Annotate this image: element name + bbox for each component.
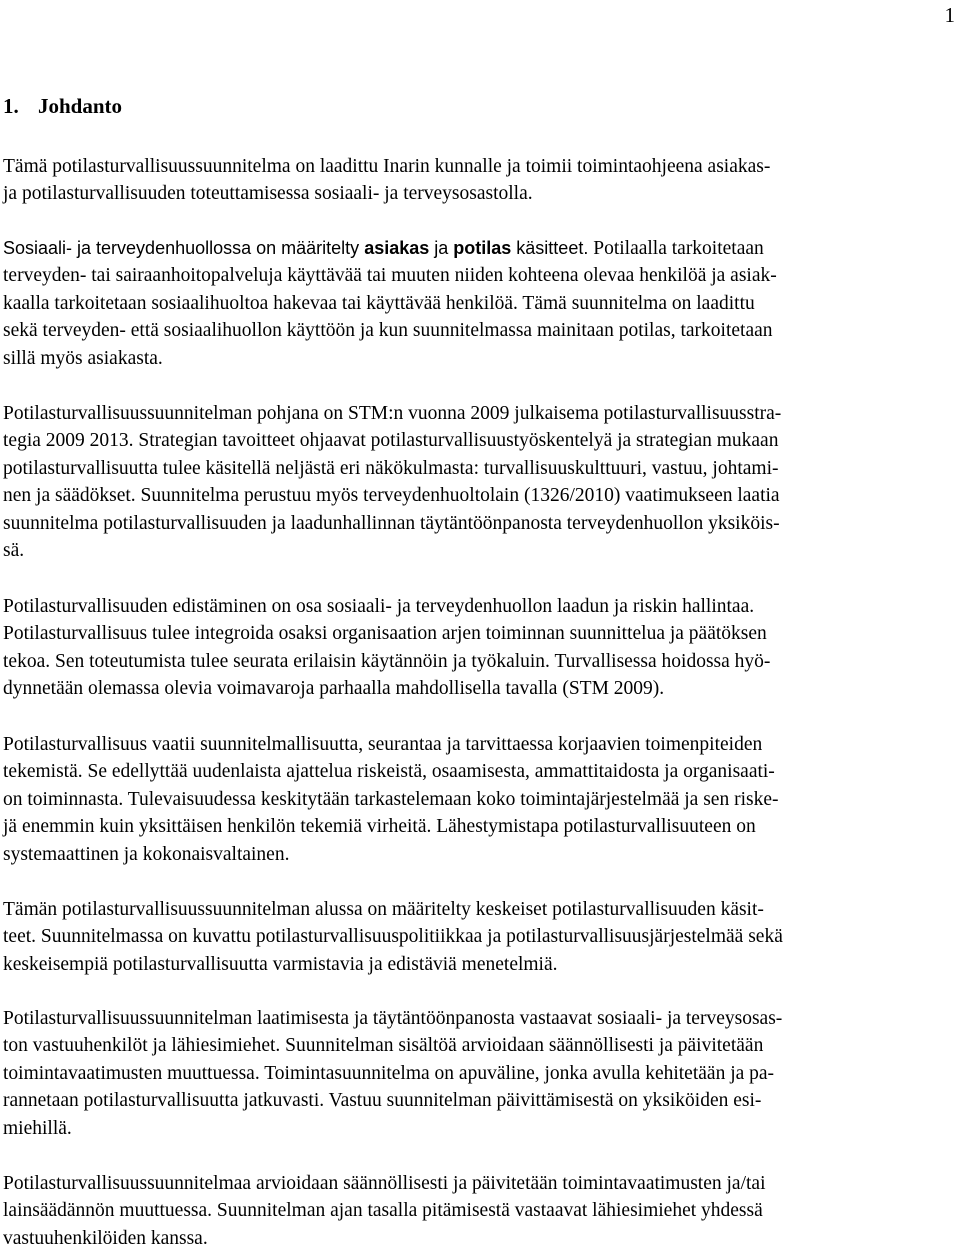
text-line: Potilasturvallisuuden edistäminen on osa sosiaali- ja terveydenhuollon laadun ja riskin hallintaa. xyxy=(3,596,755,617)
text-line: tekoa. Sen toteutumista tulee seurata erilaisin käytännöin ja työkaluin. Turvallisessa hoidossa hyö- xyxy=(3,650,771,672)
section-heading xyxy=(3,91,122,121)
paragraph-evaluation xyxy=(3,1170,957,1252)
text-segment: ja xyxy=(429,238,454,258)
text-line: Potilasturvallisuussuunnitelmaa arvioidaan säännöllisesti ja päivitetään toimintavaatimusten ja/tai xyxy=(3,1173,766,1194)
page-number: 1 xyxy=(944,3,955,27)
text-line: ja potilasturvallisuuden toteuttamisessa sosiaali- ja terveysosastolla. xyxy=(3,183,533,205)
term-potilas: potilas xyxy=(453,238,512,258)
text-line: kaalla tarkoitetaan sosiaalihuoltoa hakevaa tai käyttävää henkilöä. Tämä suunnitelma on laadittu xyxy=(3,292,755,314)
text-line: sillä myös asiakasta. xyxy=(3,347,163,369)
text-line: Potilasturvallisuussuunnitelman laatimisesta ja täytäntöönpanosta vastaavat sosiaali- ja terveysosas- xyxy=(3,1008,783,1029)
text-segment: Sosiaali- ja terveydenhuollossa on määritelty xyxy=(3,238,365,258)
text-line: Tämän potilasturvallisuussuunnitelman alussa on määritelty keskeiset potilasturvallisuuden käsit- xyxy=(3,899,764,920)
text-line: Potilasturvallisuus vaatii suunnitelmallisuutta, seurantaa ja tarvittaessa korjaavien toimenpiteiden xyxy=(3,734,763,755)
text-line: rannetaan potilasturvallisuutta jatkuvasti. Vastuu suunnitelman päivittämisestä on yksiköiden esi- xyxy=(3,1090,762,1112)
text-segment: Potilaalla tarkoitetaan xyxy=(588,238,764,259)
text-line: dynnetään olemassa olevia voimavaroja parhaalla mahdollisella tavalla (STM 2009). xyxy=(3,678,665,700)
text-line: systemaattinen ja kokonaisvaltainen. xyxy=(3,843,290,865)
text-segment: käsitteet. xyxy=(511,238,589,258)
section-title: Johdanto xyxy=(38,94,123,118)
paragraph-quality xyxy=(3,593,957,703)
paragraph-responsibility xyxy=(3,1005,957,1142)
text-line: Tämä potilasturvallisuussuunnitelma on laadittu Inarin kunnalle ja toimii toimintaohjeena asiakas- xyxy=(3,156,771,177)
text-line: ton vastuuhenkilöt ja lähiesimiehet. Suunnitelman sisältöä arvioidaan säännöllisesti ja päivitetään xyxy=(3,1035,764,1057)
text-line: potilasturvallisuutta tulee käsitellä neljästä eri näkökulmasta: turvallisuuskulttuuri, vastuu, johtami- xyxy=(3,457,779,479)
text-line: suunnitelma potilasturvallisuuden ja laadunhallinnan täytäntöönpanosta terveydenhuollon yksiköis- xyxy=(3,512,780,534)
text-line: jä enemmin kuin yksittäisen henkilön tekemiä virheitä. Lähestymistapa potilasturvallisuuteen on xyxy=(3,816,756,838)
paragraph-strategy xyxy=(3,400,957,564)
paragraph-intro xyxy=(3,153,957,208)
text-line xyxy=(3,235,957,262)
text-line: miehillä. xyxy=(3,1117,72,1139)
paragraph-systematic xyxy=(3,731,957,868)
text-line: vastuuhenkilöiden kanssa. xyxy=(3,1227,208,1249)
text-line: keskeisempiä potilasturvallisuutta varmistavia ja edistäviä menetelmiä. xyxy=(3,953,558,975)
paragraph-contents xyxy=(3,896,957,978)
text-line: nen ja säädökset. Suunnitelma perustuu myös terveydenhuoltolain (1326/2010) vaatimukseen laatia xyxy=(3,485,780,507)
section-number: 1. xyxy=(3,94,19,118)
text-line: lainsäädännön muuttuessa. Suunnitelman ajan tasalla pitämisestä vastaavat lähiesimiehet yhdessä xyxy=(3,1200,763,1222)
text-line: tekemistä. Se edellyttää uudenlaista ajattelua riskeistä, osaamisesta, ammattitaidosta ja organisaati- xyxy=(3,761,775,783)
term-asiakas: asiakas xyxy=(364,238,430,258)
sans-segment xyxy=(3,238,588,258)
text-line: terveyden- tai sairaanhoitopalveluja käyttävää tai muuten niiden kohteena olevaa henkilöä ja asiak- xyxy=(3,265,777,287)
text-line: toimintavaatimusten muuttuessa. Toimintasuunnitelma on apuväline, jonka avulla kehitetään ja pa- xyxy=(3,1062,775,1084)
paragraph-definitions xyxy=(3,235,957,372)
text-line: sekä terveyden- että sosiaalihuollon käyttöön ja kun suunnitelmassa mainitaan potilas, tarkoitetaan xyxy=(3,320,773,342)
text-line: on toiminnasta. Tulevaisuudessa keskitytään tarkastelemaan koko toimintajärjestelmää ja sen riske- xyxy=(3,788,779,810)
text-line: sä. xyxy=(3,540,25,562)
text-line: Potilasturvallisuussuunnitelman pohjana on STM:n vuonna 2009 julkaisema potilasturvallisuusstra- xyxy=(3,403,782,424)
text-line: tegia 2009 2013. Strategian tavoitteet ohjaavat potilasturvallisuustyöskentelyä ja strategian mukaan xyxy=(3,430,779,452)
text-line: teet. Suunnitelmassa on kuvattu potilasturvallisuuspolitiikkaa ja potilasturvallisuusjärjestelmää sekä xyxy=(3,926,783,948)
text-line: Potilasturvallisuus tulee integroida osaksi organisaation arjen toiminnan suunnittelua ja päätöksen xyxy=(3,623,767,645)
